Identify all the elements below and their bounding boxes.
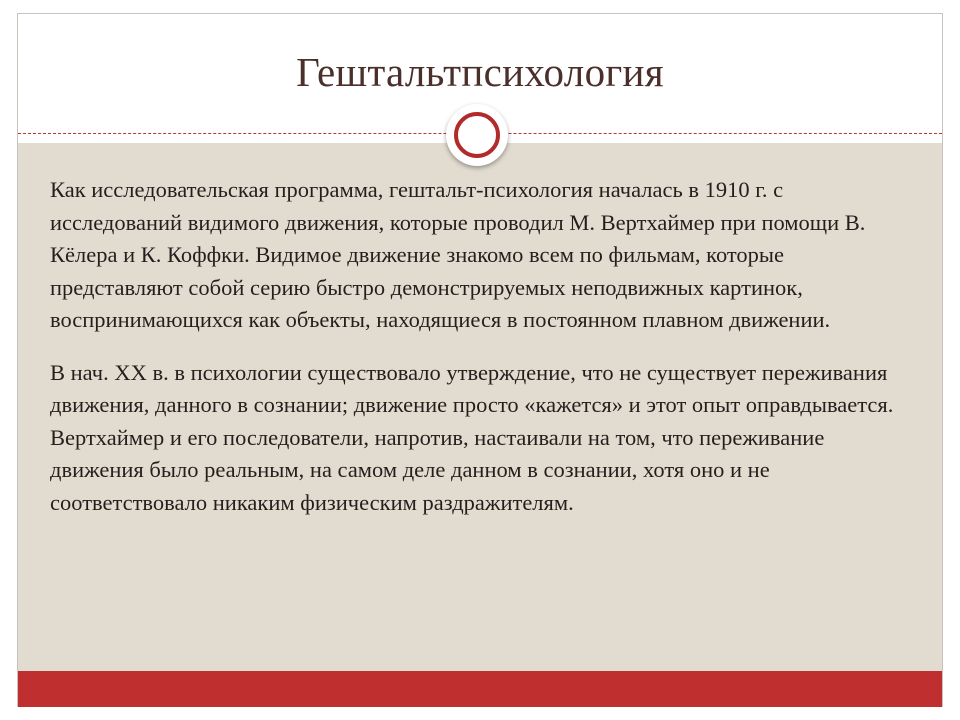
slide-body [50, 174, 920, 539]
paragraph-1: Как исследовательская программа, гештальт-психология началась в 1910 г. с исследований видимого движения, которые проводил М. Вертхаймер при помощи В. Кёлера и К. Коффки. Видимое движение знакомо всем по фильмам, которые представляют собой серию быстро демонстрируемых неподвижных картинок, воспринимающихся как объекты, находящиеся в постоянном плавном движении. [50, 177, 866, 332]
slide-title: Гештальтпсихология [296, 49, 664, 95]
paragraph-2: В нач. XX в. в психологии существовало утверждение, что не существует переживания движения, данного в сознании; движение просто «кажется» и этот опыт оправдывается. Вертхаймер и его последователи, напротив, настаивали на том, что переживание движения было реальным, на самом деле данном в сознании, хотя оно и не соответствовало никаким физическим раздражителям. [50, 359, 894, 515]
circle-ring-icon [454, 112, 500, 158]
bottom-accent-band [18, 671, 942, 707]
